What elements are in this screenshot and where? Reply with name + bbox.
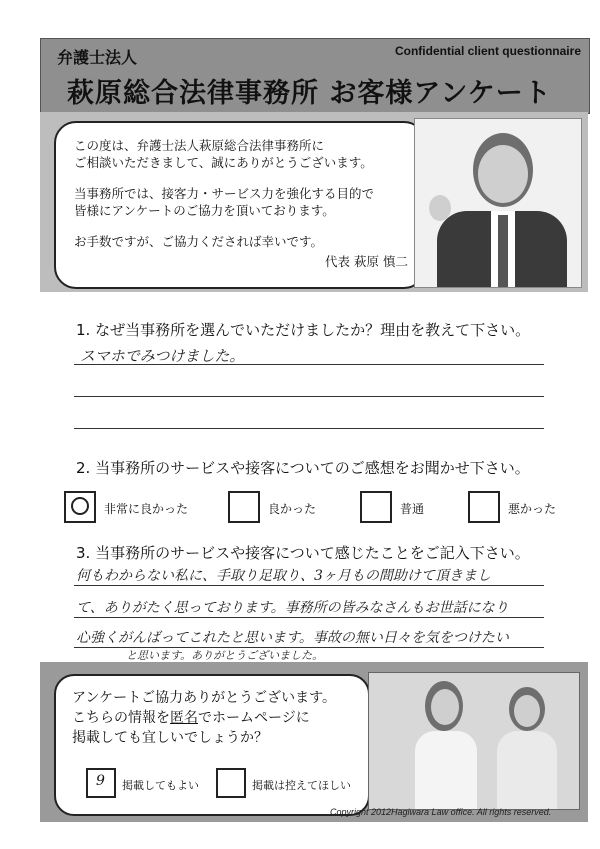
- director-photo: [414, 118, 582, 288]
- publish-ok-label: 掲載してもよい: [122, 779, 199, 792]
- option-checkbox-bad[interactable]: [468, 491, 500, 523]
- greeting-line: 当事務所では、接客力・サービス力を強化する目的で: [74, 186, 375, 201]
- copyright-text: Copyright 2012Hagiwara Law office. All rights reserved.: [330, 807, 552, 817]
- greeting-bubble: [54, 121, 426, 289]
- answer-line: [74, 364, 544, 365]
- option-checkbox-good[interactable]: [228, 491, 260, 523]
- page-title: 萩原総合法律事務所 お客様アンケート: [67, 78, 552, 109]
- consent-text: こちらの情報を: [72, 710, 170, 726]
- greeting-line: 皆様にアンケートのご協力を頂いております。: [74, 203, 335, 218]
- consent-bubble: [54, 674, 370, 816]
- question-3: 3. 当事務所のサービスや接客について感じたことをご記入下さい。: [76, 544, 530, 562]
- publish-no-label: 掲載は控えてほしい: [252, 779, 351, 792]
- answer-line: [74, 617, 544, 618]
- face-shape: [514, 695, 540, 727]
- consent-line: [72, 708, 310, 728]
- face-shape: [431, 689, 459, 725]
- blouse-shape: [415, 731, 477, 809]
- blouse-shape: [497, 731, 557, 809]
- face-shape: [478, 145, 528, 203]
- firm-type-label: 弁護士法人: [57, 48, 138, 67]
- question-2: 2. 当事務所のサービスや接客についてのご感想をお聞かせ下さい。: [76, 459, 530, 477]
- consent-line: アンケートご協力ありがとうございます。: [72, 690, 337, 706]
- greeting-line: ご相談いただきまして、誠にありがとうございます。: [74, 155, 373, 170]
- option-label: 普通: [400, 502, 425, 516]
- answer-line: [74, 585, 544, 586]
- option-label: 非常に良かった: [104, 502, 189, 516]
- answer-3-line: 心強くがんばってこれたと思います。事故の無い日々を気をつけたい: [76, 630, 509, 646]
- consent-text: でホームページに: [198, 710, 310, 726]
- answer-line: [74, 428, 544, 429]
- publish-ok-checkbox[interactable]: [86, 768, 116, 798]
- answer-3-line: て、ありがたく思っております。事務所の皆みなさんもお世話になり: [76, 600, 509, 616]
- option-label: 良かった: [268, 502, 317, 516]
- answer-line: [74, 396, 544, 397]
- signature: 代表 萩原 慎二: [325, 254, 408, 269]
- option-label: 悪かった: [508, 502, 557, 516]
- anonymous-text: 匿名: [170, 710, 198, 726]
- circle-mark-icon: [71, 497, 89, 515]
- fist-shape: [429, 195, 451, 221]
- greeting-line: お手数ですが、ご協力くだされば幸いです。: [74, 234, 324, 249]
- answer-3-line: と思います。ありがとうございました。: [126, 649, 324, 662]
- answer-3-line: 何もわからない私に、手取り足取り、3ヶ月もの間助けて頂きまし: [76, 568, 491, 584]
- greeting-line: この度は、弁護士法人萩原総合法律事務所に: [74, 138, 325, 153]
- option-checkbox-very-good[interactable]: [64, 491, 96, 523]
- question-1: 1. なぜ当事務所を選んでいただけましたか？理由を教えて下さい。: [76, 321, 531, 339]
- header-banner: [40, 38, 590, 114]
- tie-shape: [498, 215, 508, 288]
- consent-line: 掲載しても宜しいでしょうか？: [72, 730, 268, 746]
- publish-no-checkbox[interactable]: [216, 768, 246, 798]
- option-checkbox-average[interactable]: [360, 491, 392, 523]
- confidential-label: Confidential client questionnaire: [394, 44, 581, 58]
- staff-photo: [368, 672, 580, 810]
- answer-1: スマホでみつけました。: [80, 347, 245, 365]
- handwritten-mark: 9: [96, 773, 105, 789]
